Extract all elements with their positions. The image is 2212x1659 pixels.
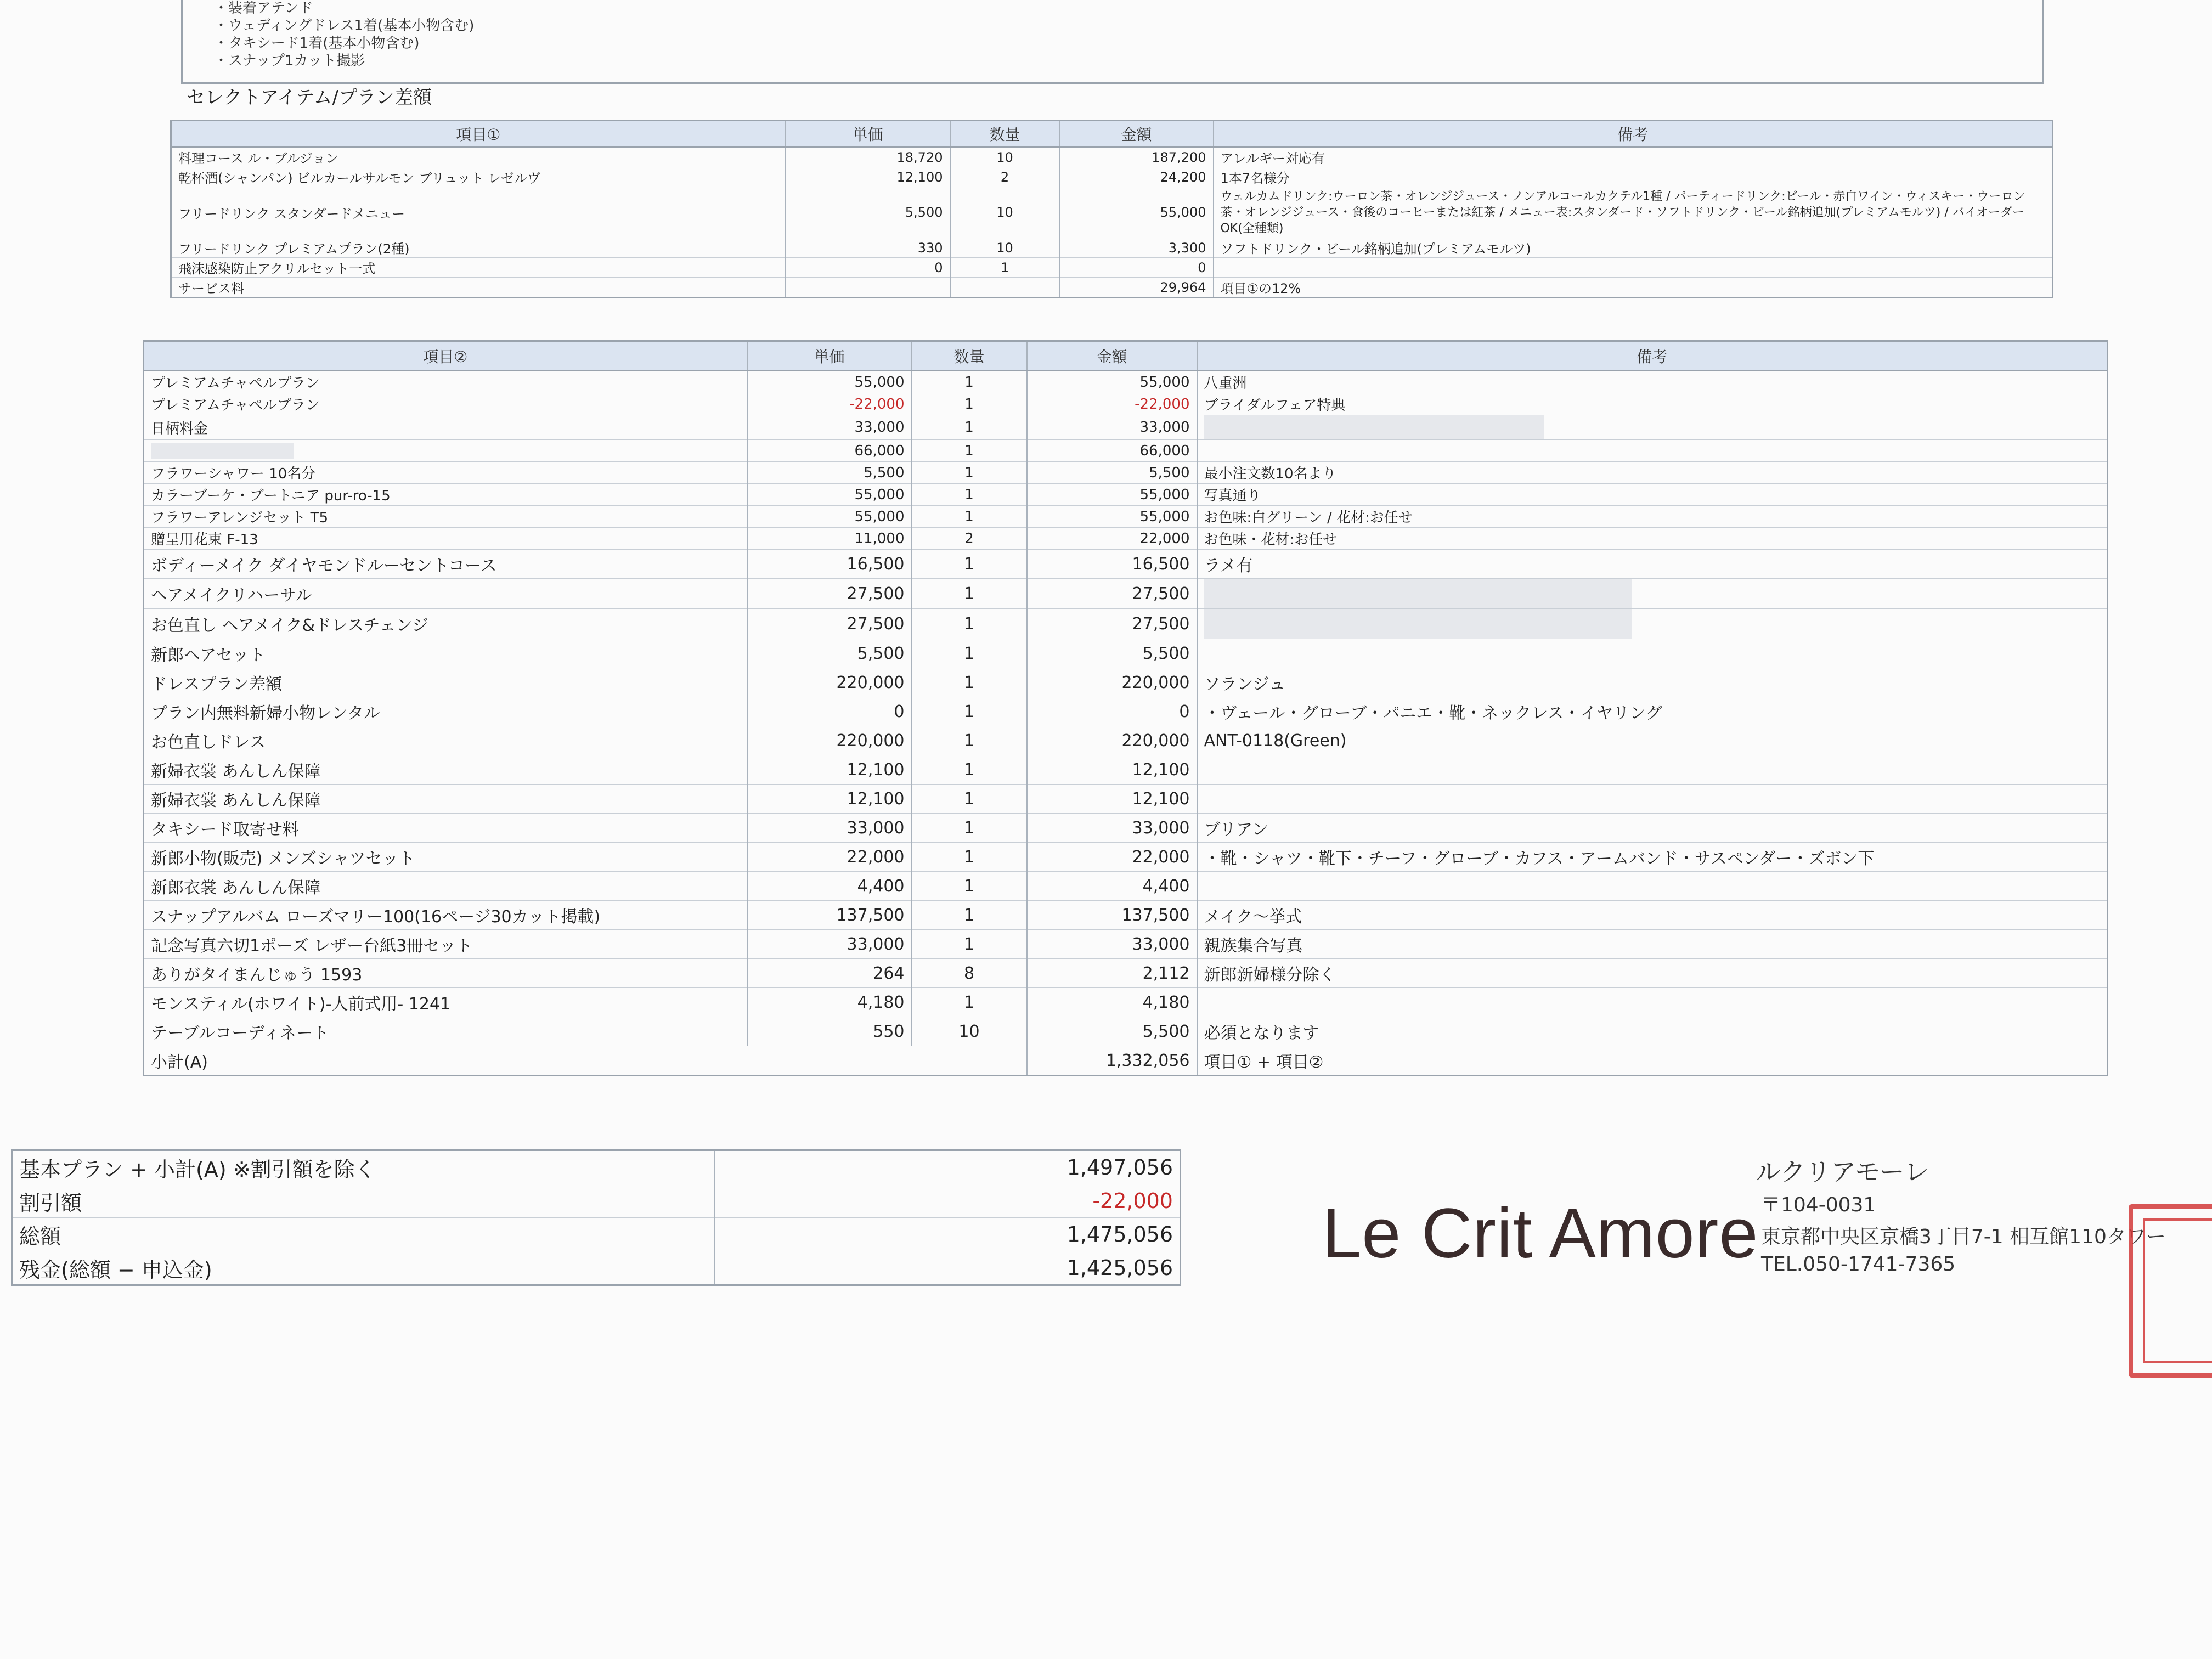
unit-price: 55,000 <box>747 506 912 528</box>
quantity: 1 <box>912 393 1027 415</box>
redacted-area <box>1204 609 1632 639</box>
quantity: 1 <box>912 872 1027 901</box>
unit-price: 330 <box>786 238 950 258</box>
unit-price: 27,500 <box>747 579 912 609</box>
amount: 16,500 <box>1027 550 1197 579</box>
remarks <box>1197 988 2108 1017</box>
unit-price: 18,720 <box>786 147 950 167</box>
remarks: ブライダルフェア特典 <box>1197 393 2108 415</box>
unit-price: 27,500 <box>747 609 912 639</box>
column-header: 単価 <box>747 341 912 371</box>
quantity: 2 <box>950 167 1060 187</box>
unit-price: 55,000 <box>747 371 912 393</box>
item-name: プレミアムチャペルプラン <box>144 371 747 393</box>
quantity: 10 <box>950 238 1060 258</box>
total-label: 残金(総額 − 申込金) <box>12 1251 714 1285</box>
item-name: ありがタイまんじゅう 1593 <box>144 959 747 988</box>
unit-price: 16,500 <box>747 550 912 579</box>
unit-price: 12,100 <box>747 755 912 785</box>
redacted-area <box>151 443 294 459</box>
unit-price: -22,000 <box>747 393 912 415</box>
unit-price: 33,000 <box>747 930 912 959</box>
remarks: アレルギー対応有 <box>1214 147 2053 167</box>
total-value: 1,425,056 <box>714 1251 1181 1285</box>
unit-price: 5,500 <box>786 187 950 238</box>
unit-price: 5,500 <box>747 639 912 668</box>
column-header: 金額 <box>1027 341 1197 371</box>
amount: 187,200 <box>1060 147 1214 167</box>
remarks <box>1197 579 2108 609</box>
redacted-area <box>1204 415 1544 439</box>
remarks <box>1197 609 2108 639</box>
table-row <box>144 959 2108 988</box>
item-name: お色直しドレス <box>144 726 747 755</box>
table-row <box>144 785 2108 814</box>
remarks: ソランジュ <box>1197 668 2108 697</box>
subtotal-label: 小計(A) <box>144 1046 1027 1076</box>
table-row <box>144 415 2108 440</box>
table-row <box>144 726 2108 755</box>
table-row <box>144 639 2108 668</box>
item-name: ヘアメイクリハーサル <box>144 579 747 609</box>
unit-price: 12,100 <box>786 167 950 187</box>
item-name: プラン内無料新婦小物レンタル <box>144 697 747 726</box>
amount: 5,500 <box>1027 462 1197 484</box>
remarks <box>1197 639 2108 668</box>
quantity: 1 <box>912 440 1027 462</box>
item-name: カラーブーケ・ブートニア pur-ro-15 <box>144 484 747 506</box>
table-row <box>144 609 2108 639</box>
basic-plan-line: ・タキシード1着(基本小物含む) <box>214 35 420 52</box>
amount: 0 <box>1027 697 1197 726</box>
remarks: ブリアン <box>1197 814 2108 843</box>
table-row <box>144 872 2108 901</box>
amount: 12,100 <box>1027 785 1197 814</box>
item-name: お色直し ヘアメイク&ドレスチェンジ <box>144 609 747 639</box>
amount: 55,000 <box>1027 371 1197 393</box>
table-row <box>144 484 2108 506</box>
table-row <box>171 258 2053 278</box>
remarks <box>1197 440 2108 462</box>
item-name: ボディーメイク ダイヤモンドルーセントコース <box>144 550 747 579</box>
item-name: 記念写真六切1ポーズ レザー台紙3冊セット <box>144 930 747 959</box>
item-name: フラワーアレンジセット T5 <box>144 506 747 528</box>
table-row <box>144 550 2108 579</box>
redacted-area <box>1204 579 1632 608</box>
table-row <box>144 755 2108 785</box>
amount: 220,000 <box>1027 668 1197 697</box>
subtotal-value: 1,332,056 <box>1027 1046 1197 1076</box>
company-tel: TEL.050-1741-7365 <box>1761 1253 1956 1276</box>
item-name: 新婦衣裳 あんしん保障 <box>144 785 747 814</box>
subtotal-row <box>144 1046 2108 1076</box>
unit-price: 66,000 <box>747 440 912 462</box>
unit-price: 0 <box>786 258 950 278</box>
table-row <box>144 371 2108 393</box>
company-address: 東京都中央区京橋3丁目7-1 相互館110タワー <box>1761 1226 2166 1248</box>
item-name: 贈呈用花束 F-13 <box>144 528 747 550</box>
remarks: 八重洲 <box>1197 371 2108 393</box>
quantity: 1 <box>912 901 1027 930</box>
item-name: サービス料 <box>171 278 786 298</box>
quantity: 1 <box>912 930 1027 959</box>
amount: 27,500 <box>1027 609 1197 639</box>
remarks <box>1197 415 2108 440</box>
unit-price: 33,000 <box>747 415 912 440</box>
item-name: ドレスプラン差額 <box>144 668 747 697</box>
amount: 33,000 <box>1027 814 1197 843</box>
remarks: 項目①の12% <box>1214 278 2053 298</box>
remarks <box>1214 258 2053 278</box>
unit-price: 4,400 <box>747 872 912 901</box>
unit-price: 220,000 <box>747 726 912 755</box>
column-header: 項目② <box>144 341 747 371</box>
remarks: ANT-0118(Green) <box>1197 726 2108 755</box>
unit-price: 11,000 <box>747 528 912 550</box>
quantity <box>950 278 1060 298</box>
amount: 4,180 <box>1027 988 1197 1017</box>
amount: 12,100 <box>1027 755 1197 785</box>
item-name: 料理コース ル・ブルジョン <box>171 147 786 167</box>
table-row <box>171 278 2053 298</box>
amount: 220,000 <box>1027 726 1197 755</box>
column-header: 金額 <box>1060 121 1214 147</box>
total-row <box>12 1150 1181 1184</box>
unit-price <box>786 278 950 298</box>
company-name: ルクリアモーレ <box>1756 1157 1929 1187</box>
column-header: 数量 <box>912 341 1027 371</box>
item-name: フリードリンク スタンダードメニュー <box>171 187 786 238</box>
section-title: セレクトアイテム/プラン差額 <box>187 87 432 109</box>
basic-plan-line: ・ウェディングドレス1着(基本小物含む) <box>214 18 475 34</box>
unit-price: 33,000 <box>747 814 912 843</box>
total-label: 総額 <box>12 1218 714 1251</box>
quantity: 1 <box>912 371 1027 393</box>
amount: 5,500 <box>1027 639 1197 668</box>
column-header: 備考 <box>1214 121 2053 147</box>
amount: 55,000 <box>1060 187 1214 238</box>
unit-price: 12,100 <box>747 785 912 814</box>
table-row <box>144 528 2108 550</box>
item-name <box>144 440 747 462</box>
subtotal-note: 項目① + 項目② <box>1197 1046 2108 1076</box>
amount: 4,400 <box>1027 872 1197 901</box>
remarks: 写真通り <box>1197 484 2108 506</box>
item-name: プレミアムチャペルプラン <box>144 393 747 415</box>
item-name: 新婦衣裳 あんしん保障 <box>144 755 747 785</box>
column-header: 単価 <box>786 121 950 147</box>
amount: 137,500 <box>1027 901 1197 930</box>
table-row <box>144 814 2108 843</box>
quantity: 1 <box>912 988 1027 1017</box>
table-row <box>171 147 2053 167</box>
amount: 22,000 <box>1027 528 1197 550</box>
remarks: ラメ有 <box>1197 550 2108 579</box>
quantity: 1 <box>912 484 1027 506</box>
amount: 55,000 <box>1027 506 1197 528</box>
quantity: 1 <box>912 506 1027 528</box>
quantity: 1 <box>912 697 1027 726</box>
quantity: 1 <box>912 609 1027 639</box>
company-logo: Le Crit Amore <box>1322 1194 1759 1273</box>
quantity: 1 <box>912 726 1027 755</box>
item-name: スナップアルバム ローズマリー100(16ページ30カット掲載) <box>144 901 747 930</box>
item-name: テーブルコーディネート <box>144 1017 747 1046</box>
remarks: お色味・花材:お任せ <box>1197 528 2108 550</box>
remarks: ウェルカムドリンク:ウーロン茶・オレンジジュース・ノンアルコールカクテル1種 / パーティードリンク:ビール・赤白ワイン・ウィスキー・ウーロン茶・オレンジジュース・食後のコーヒーまたは紅茶 / メニュー表:スタンダード・ソフトドリンク・ビール銘柄追加(プレミアムモルツ) / バイオーダーOK(全種類) <box>1214 187 2053 238</box>
remarks: メイク〜挙式 <box>1197 901 2108 930</box>
total-row <box>12 1218 1181 1251</box>
remarks: 新郎新婦様分除く <box>1197 959 2108 988</box>
table-row <box>144 988 2108 1017</box>
unit-price: 4,180 <box>747 988 912 1017</box>
total-value: 1,475,056 <box>714 1218 1181 1251</box>
amount: 24,200 <box>1060 167 1214 187</box>
remarks: 親族集合写真 <box>1197 930 2108 959</box>
remarks: ・ヴェール・グローブ・パニエ・靴・ネックレス・イヤリング <box>1197 697 2108 726</box>
unit-price: 220,000 <box>747 668 912 697</box>
column-header: 項目① <box>171 121 786 147</box>
amount: 55,000 <box>1027 484 1197 506</box>
quantity: 10 <box>912 1017 1027 1046</box>
item-name: タキシード取寄せ料 <box>144 814 747 843</box>
item-name: 新郎衣裳 あんしん保障 <box>144 872 747 901</box>
totals-table <box>11 1149 1181 1286</box>
remarks <box>1197 755 2108 785</box>
basic-plan-line: ・スナップ1カット撮影 <box>214 53 365 69</box>
amount: 2,112 <box>1027 959 1197 988</box>
item-name: 新郎ヘアセット <box>144 639 747 668</box>
quantity: 1 <box>912 668 1027 697</box>
amount: 5,500 <box>1027 1017 1197 1046</box>
unit-price: 55,000 <box>747 484 912 506</box>
unit-price: 137,500 <box>747 901 912 930</box>
items-table-2 <box>143 340 2108 1076</box>
item-name: 飛沫感染防止アクリルセット一式 <box>171 258 786 278</box>
basic-plan-box <box>181 0 2044 84</box>
amount: 27,500 <box>1027 579 1197 609</box>
total-value: -22,000 <box>714 1184 1181 1218</box>
item-name: フリードリンク プレミアムプラン(2種) <box>171 238 786 258</box>
quantity: 1 <box>912 843 1027 872</box>
table-row <box>144 440 2108 462</box>
remarks: 1本7名様分 <box>1214 167 2053 187</box>
quantity: 1 <box>950 258 1060 278</box>
amount: 29,964 <box>1060 278 1214 298</box>
unit-price: 550 <box>747 1017 912 1046</box>
total-row <box>12 1251 1181 1285</box>
amount: 33,000 <box>1027 415 1197 440</box>
basic-plan-line: ・装着アテンド <box>214 0 313 16</box>
remarks <box>1197 785 2108 814</box>
table-row <box>144 393 2108 415</box>
amount: 3,300 <box>1060 238 1214 258</box>
table-row <box>144 1017 2108 1046</box>
amount: 0 <box>1060 258 1214 278</box>
table-row <box>144 668 2108 697</box>
table-row <box>171 238 2053 258</box>
amount: 33,000 <box>1027 930 1197 959</box>
table-row <box>144 579 2108 609</box>
total-label: 割引額 <box>12 1184 714 1218</box>
item-name: フラワーシャワー 10名分 <box>144 462 747 484</box>
quantity: 1 <box>912 785 1027 814</box>
quantity: 1 <box>912 462 1027 484</box>
amount: -22,000 <box>1027 393 1197 415</box>
quantity: 1 <box>912 814 1027 843</box>
table-row <box>144 462 2108 484</box>
company-postal: 〒104-0031 <box>1761 1194 1876 1216</box>
table-row <box>171 167 2053 187</box>
quantity: 1 <box>912 550 1027 579</box>
column-header: 備考 <box>1197 341 2108 371</box>
quantity: 1 <box>912 755 1027 785</box>
total-value: 1,497,056 <box>714 1150 1181 1184</box>
unit-price: 264 <box>747 959 912 988</box>
remarks <box>1197 872 2108 901</box>
amount: 66,000 <box>1027 440 1197 462</box>
remarks: お色味:白グリーン / 花材:お任せ <box>1197 506 2108 528</box>
items-table-1 <box>170 120 2053 298</box>
company-seal-stamp <box>2129 1204 2212 1378</box>
remarks: 必須となります <box>1197 1017 2108 1046</box>
quantity: 1 <box>912 579 1027 609</box>
item-name: 新郎小物(販売) メンズシャツセット <box>144 843 747 872</box>
remarks: 最小注文数10名より <box>1197 462 2108 484</box>
item-name: モンスティル(ホワイト)-人前式用- 1241 <box>144 988 747 1017</box>
table-row <box>144 506 2108 528</box>
table-row <box>171 187 2053 238</box>
quantity: 8 <box>912 959 1027 988</box>
quantity: 10 <box>950 147 1060 167</box>
table-row <box>144 930 2108 959</box>
quantity: 1 <box>912 639 1027 668</box>
item-name: 日柄料金 <box>144 415 747 440</box>
quantity: 2 <box>912 528 1027 550</box>
item-name: 乾杯酒(シャンパン) ビルカールサルモン ブリュット レゼルヴ <box>171 167 786 187</box>
unit-price: 22,000 <box>747 843 912 872</box>
remarks: ソフトドリンク・ビール銘柄追加(プレミアムモルツ) <box>1214 238 2053 258</box>
table-row <box>144 901 2108 930</box>
unit-price: 5,500 <box>747 462 912 484</box>
quantity: 10 <box>950 187 1060 238</box>
table-row <box>144 843 2108 872</box>
remarks: ・靴・シャツ・靴下・チーフ・グローブ・カフス・アームバンド・サスペンダー・ズボン下 <box>1197 843 2108 872</box>
quantity: 1 <box>912 415 1027 440</box>
total-row <box>12 1184 1181 1218</box>
amount: 22,000 <box>1027 843 1197 872</box>
unit-price: 0 <box>747 697 912 726</box>
total-label: 基本プラン + 小計(A) ※割引額を除く <box>12 1150 714 1184</box>
table-row <box>144 697 2108 726</box>
column-header: 数量 <box>950 121 1060 147</box>
